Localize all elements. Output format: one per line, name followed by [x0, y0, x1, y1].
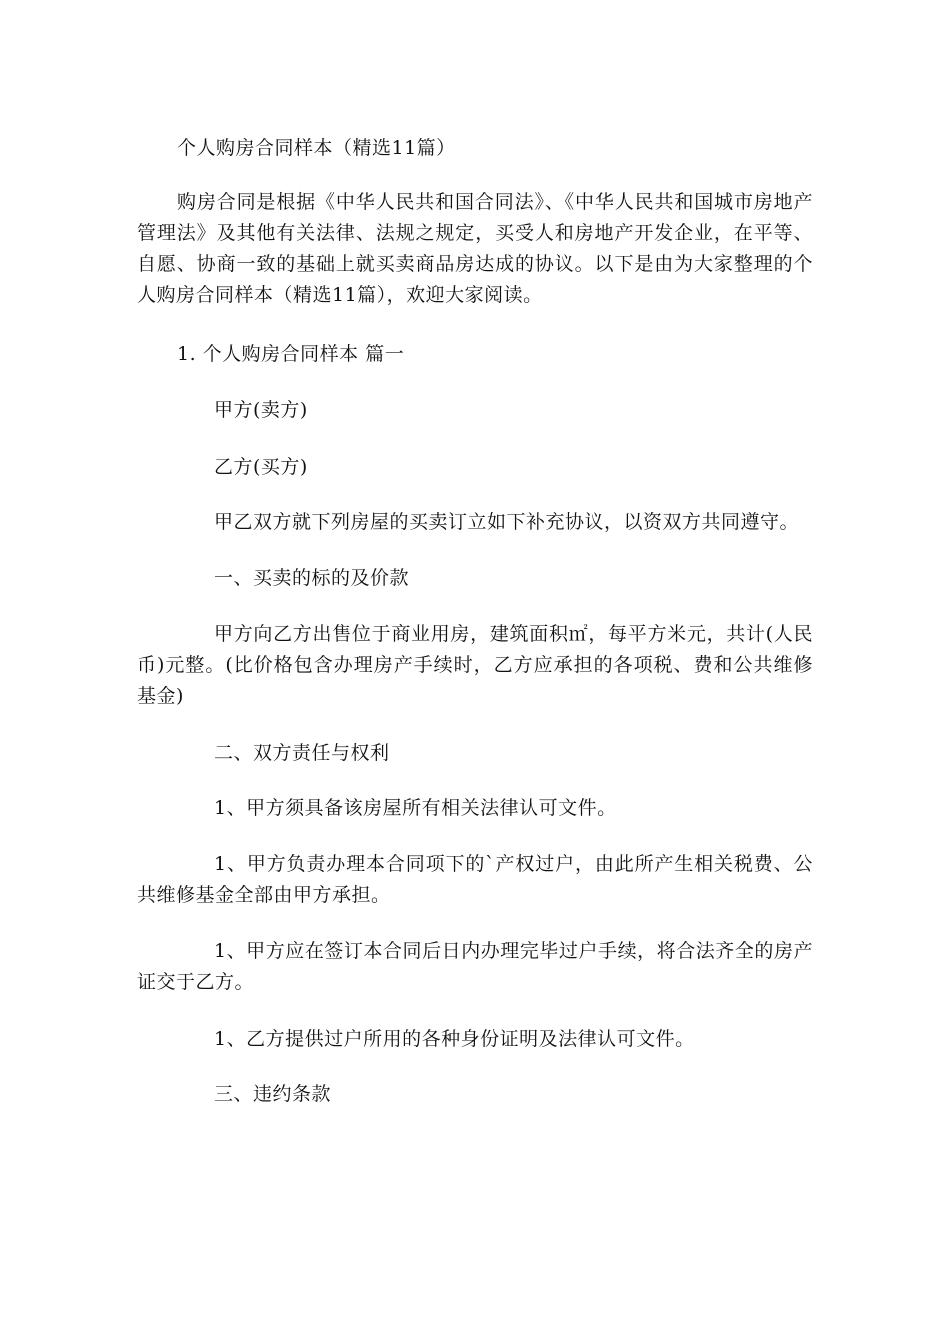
party-a-label: 甲方(卖方) [214, 399, 308, 421]
section-heading: 1. 个人购房合同样本 篇一 [177, 343, 405, 365]
intro-paragraph: 购房合同是根据《中华人民共和国合同法》、《中华人民共和国城市房地产管理法》及其他有关法律、法规之规定，买受人和房地产开发企业，在平等、自愿、协商一致的基础上就买卖商品房达成的协议。以下是由为大家整理的个人购房合同样本（精选11篇），欢迎大家阅读。 [137, 191, 813, 306]
clause-1-body: 甲方向乙方出售位于商业用房，建筑面积㎡，每平方米元，共计(人民币)元整。(比价格包含办理房产手续时，乙方应承担的各项税、费和公共维修基金) [137, 623, 813, 707]
clause-1-title: 一、买卖的标的及价款 [214, 567, 410, 589]
clause-2-item: 1、甲方应在签订本合同后日内办理完毕过户手续，将合法齐全的房产证交于乙方。 [137, 940, 813, 993]
clause-2-title: 二、双方责任与权利 [214, 742, 390, 764]
clause-2-item: 1、甲方负责办理本合同项下的`产权过户，由此所产生相关税费、公共维修基金全部由甲方承担。 [137, 853, 813, 906]
document-title: 个人购房合同样本（精选11篇） [177, 137, 456, 159]
clause-3-title: 三、违约条款 [214, 1083, 332, 1105]
preamble-paragraph: 甲乙双方就下列房屋的买卖订立如下补充协议，以资双方共同遵守。 [214, 511, 800, 533]
party-b-label: 乙方(买方) [214, 456, 308, 478]
clause-2-item: 1、乙方提供过户所用的各种身份证明及法律认可文件。 [214, 1028, 695, 1050]
clause-2-item: 1、甲方须具备该房屋所有相关法律认可文件。 [214, 797, 617, 819]
